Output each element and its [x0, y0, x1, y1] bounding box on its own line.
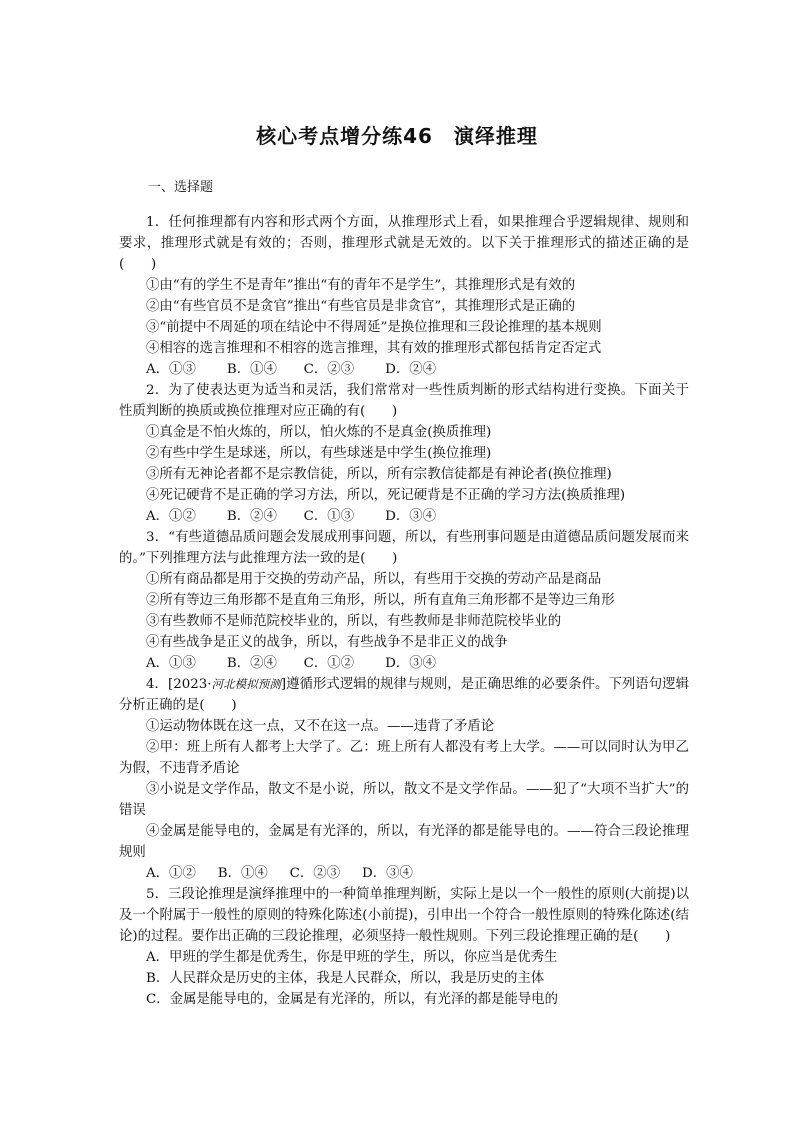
- question-option: ①由“有的学生不是青年”推出“有的青年不是学生”，其推理形式是有效的: [146, 278, 576, 293]
- question-option: ③“前提中不周延的项在结论中不得周延”是换位推理和三段论推理的基本规则: [146, 320, 602, 335]
- question-option: ②由“有些官员不是贪官”推出“有些官员是非贪官”，其推理形式是正确的: [146, 299, 576, 314]
- question-option: ②有些中学生是球迷，所以，有些球迷是中学生(换位推理): [146, 446, 492, 461]
- source-tag: 河北模拟预测: [211, 677, 281, 691]
- answer-choices: A．①③ B．①④ C．②③ D．②④: [146, 362, 437, 377]
- question-option: ③所有无神论者都不是宗教信徒，所以，所有宗教信徒都是有神论者(换位推理): [146, 467, 612, 482]
- question-option: ③小说是文学作品，散文不是小说，所以，散文不是文学作品。——犯了“大项不当扩大”的错误: [119, 782, 689, 818]
- question-stem: 2．为了使表达更为适当和灵活，我们常常对一些性质判断的形式结构进行变换。下面关于性质判断的换质或换位推理对应正确的有( ): [119, 383, 689, 419]
- answer-choices: A．①② B．①④ C．②③ D．③④: [146, 866, 413, 881]
- question-3: [119, 527, 689, 674]
- question-option: C．金属是能导电的，金属是有光泽的，所以，有光泽的都是能导电的: [146, 992, 558, 1007]
- question-list: [119, 212, 689, 1010]
- question-2: [119, 380, 689, 527]
- question-stem: 3．“有些道德品质问题会发展成刑事问题，所以，有些刑事问题是由道德品质问题发展而来的。”下列推理方法与此推理方法一致的是( ): [119, 530, 689, 566]
- question-4: [119, 674, 689, 884]
- question-option: ②甲：班上所有人都考上大学了。乙：班上所有人都没有考上大学。——可以同时认为甲乙为假，不违背矛盾论: [119, 740, 689, 776]
- question-option: ②所有等边三角形都不是直角三角形，所以，所有直角三角形都不是等边三角形: [146, 593, 615, 608]
- question-5: [119, 884, 689, 1010]
- question-option: ④金属是能导电的，金属是有光泽的，所以，有光泽的都是能导电的。——符合三段论推理规则: [119, 824, 689, 860]
- stem-prefix: 4．[2023·: [146, 677, 212, 692]
- question-stem: [119, 674, 689, 716]
- question-1: [119, 212, 689, 380]
- question-option: ④死记硬背不是正确的学习方法，所以，死记硬背是不正确的学习方法(换质推理): [146, 488, 626, 503]
- question-option: A．甲班的学生都是优秀生，你是甲班的学生，所以，你应当是优秀生: [146, 950, 558, 965]
- question-option: ④相容的选言推理和不相容的选言推理，其有效的推理形式都包括肯定否定式: [146, 341, 602, 356]
- question-stem: 5．三段论推理是演绎推理中的一种简单推理判断，实际上是以一个一般性的原则(大前提)以及一个附属于一般性的原则的特殊化陈述(小前提)，引申出一个符合一般性原则的特殊化陈述(结论)的过程。要作出正确的三段论推理，必须坚持一般性规则。下列三段论推理正确的是( ): [119, 887, 689, 944]
- question-stem: 1．任何推理都有内容和形式两个方面，从推理形式上看，如果推理合乎逻辑规律、规则和要求，推理形式就是有效的；否则，推理形式就是无效的。以下关于推理形式的描述正确的是( ): [119, 215, 689, 272]
- section-heading: 一、选择题: [148, 180, 214, 195]
- stem-rest: ]遵循形式逻辑的规律与规则，是正确思维的必要条件。下列语句逻辑分析正确的是( ): [119, 677, 689, 713]
- question-option: ①所有商品都是用于交换的劳动产品，所以，有些用于交换的劳动产品是商品: [146, 572, 602, 587]
- answer-choices: A．①② B．②④ C．①③ D．③④: [146, 509, 437, 524]
- answer-choices: A．①③ B．②④ C．①② D．③④: [146, 656, 437, 671]
- page-title: 核心考点增分练46 演绎推理: [256, 124, 538, 148]
- question-option: ③有些教师不是师范院校毕业的，所以，有些教师是非师范院校毕业的: [146, 614, 562, 629]
- question-option: ④有些战争是正义的战争，所以，有些战争不是非正义的战争: [146, 635, 508, 650]
- question-option: ①运动物体既在这一点，又不在这一点。——违背了矛盾论: [146, 719, 495, 734]
- question-option: B．人民群众是历史的主体，我是人民群众，所以，我是历史的主体: [146, 971, 545, 986]
- question-option: ①真金是不怕火炼的，所以，怕火炼的不是真金(换质推理): [146, 425, 492, 440]
